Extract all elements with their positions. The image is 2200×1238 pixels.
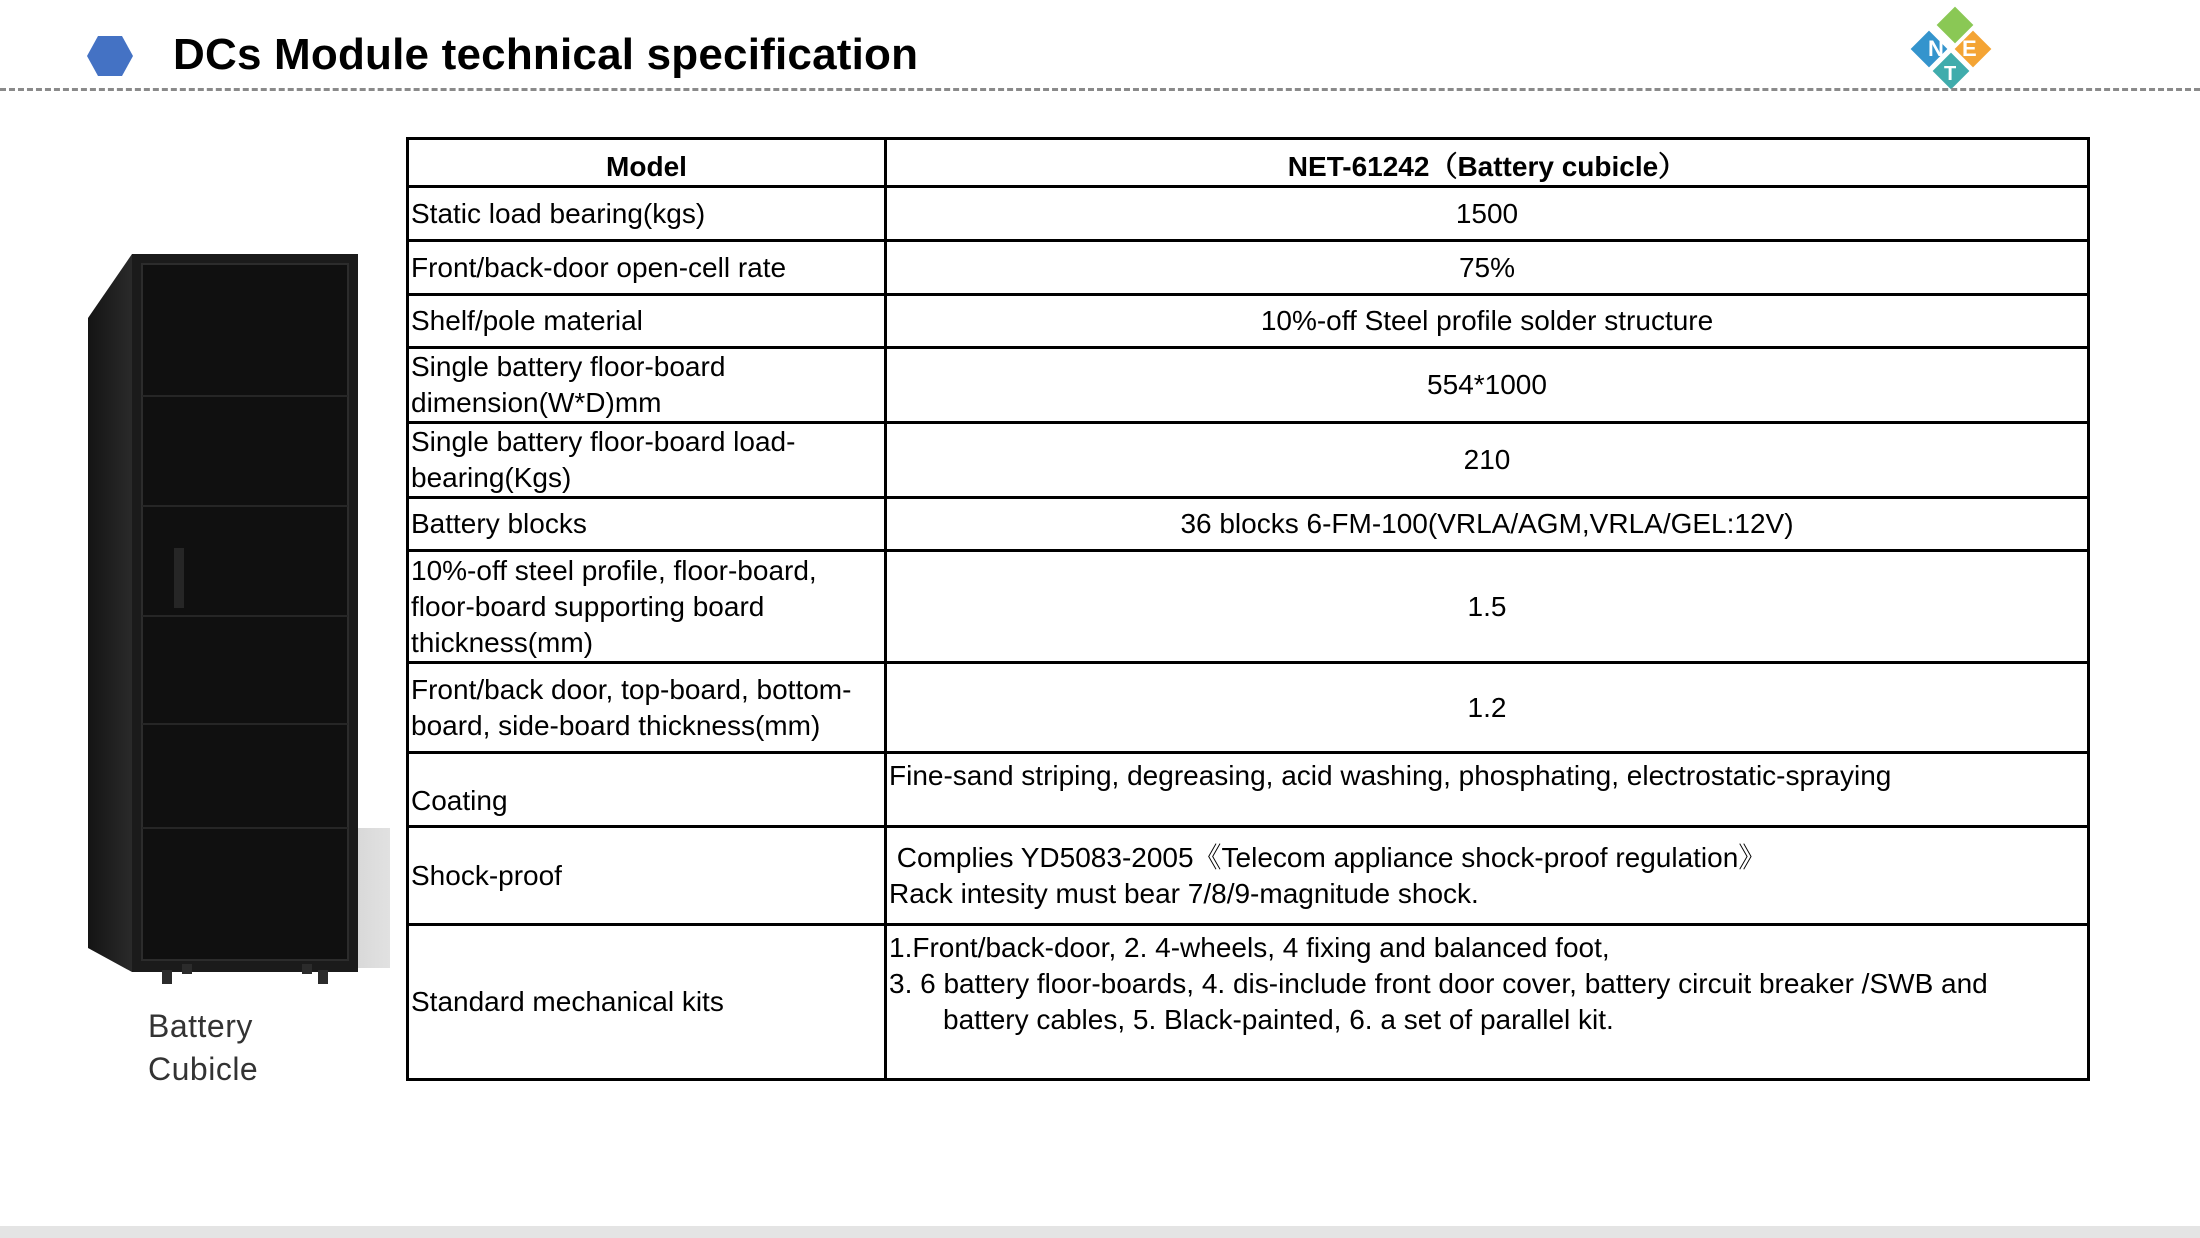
value-line: 3. 6 battery floor-boards, 4. dis-include front door cover, battery circuit breaker /SWB and	[889, 968, 1988, 999]
table-row	[408, 753, 2089, 827]
table-row	[408, 925, 2089, 1080]
table-header-row	[408, 139, 2089, 187]
battery-cubicle-image	[70, 248, 390, 988]
figure-caption	[148, 1005, 298, 1091]
value-line: battery cables, 5. Black-painted, 6. a set of parallel kit.	[943, 1004, 1614, 1035]
row-label: Single battery floor-board load-bearing(Kgs)	[408, 423, 886, 498]
table-row	[408, 498, 2089, 551]
row-label: Static load bearing(kgs)	[408, 187, 886, 241]
row-label: Front/back-door open-cell rate	[408, 241, 886, 295]
row-label: Front/back door, top-board, bottom-board, side-board thickness(mm)	[408, 663, 886, 753]
value-line: Complies YD5083-2005《Telecom appliance shock-proof regulation》	[889, 841, 1767, 873]
table-row	[408, 551, 2089, 663]
table-row	[408, 241, 2089, 295]
table-row	[408, 827, 2089, 925]
row-label: 10%-off steel profile, floor-board, floor-board supporting board thickness(mm)	[408, 551, 886, 663]
row-value-multiline	[886, 827, 2089, 925]
row-label: Battery blocks	[408, 498, 886, 551]
header-label-cell: Model	[408, 139, 886, 187]
page-title: DCs Module technical specification	[173, 30, 919, 79]
row-value: 210	[886, 423, 2089, 498]
row-value: Fine-sand striping, degreasing, acid washing, phosphating, electrostatic-spraying	[886, 753, 2089, 827]
row-label: Coating	[408, 753, 886, 827]
table-row	[408, 663, 2089, 753]
header-value-cell: NET-61242（Battery cubicle）	[886, 139, 2089, 187]
row-label: Single battery floor-board dimension(W*D)mm	[408, 348, 886, 423]
row-value: 1.2	[886, 663, 2089, 753]
table-row	[408, 295, 2089, 348]
row-value: 10%-off Steel profile solder structure	[886, 295, 2089, 348]
row-label: Standard mechanical kits	[408, 925, 886, 1080]
row-value: 36 blocks 6-FM-100(VRLA/AGM,VRLA/GEL:12V)	[886, 498, 2089, 551]
row-label: Shelf/pole material	[408, 295, 886, 348]
row-value: 75%	[886, 241, 2089, 295]
value-line: 1.Front/back-door, 2. 4-wheels, 4 fixing and balanced foot,	[889, 932, 1610, 963]
row-value: 1.5	[886, 551, 2089, 663]
table-row	[408, 423, 2089, 498]
company-logo	[1902, 6, 1992, 92]
svg-text:T: T	[1944, 63, 1957, 85]
value-line: Rack intesity must bear 7/8/9-magnitude shock.	[889, 877, 1479, 909]
table-row	[408, 187, 2089, 241]
row-value: 554*1000	[886, 348, 2089, 423]
header-divider	[0, 88, 2200, 91]
svg-text:E: E	[1962, 36, 1977, 61]
caption-line-1: Battery	[148, 1008, 253, 1044]
hexagon-bullet-icon	[86, 34, 134, 78]
row-label: Shock-proof	[408, 827, 886, 925]
row-value-multiline	[886, 925, 2089, 1080]
spec-table	[406, 137, 2090, 1081]
caption-line-2: Cubicle	[148, 1051, 259, 1087]
svg-text:N: N	[1928, 36, 1944, 61]
row-value: 1500	[886, 187, 2089, 241]
footer-bar	[0, 1226, 2200, 1238]
table-row	[408, 348, 2089, 423]
